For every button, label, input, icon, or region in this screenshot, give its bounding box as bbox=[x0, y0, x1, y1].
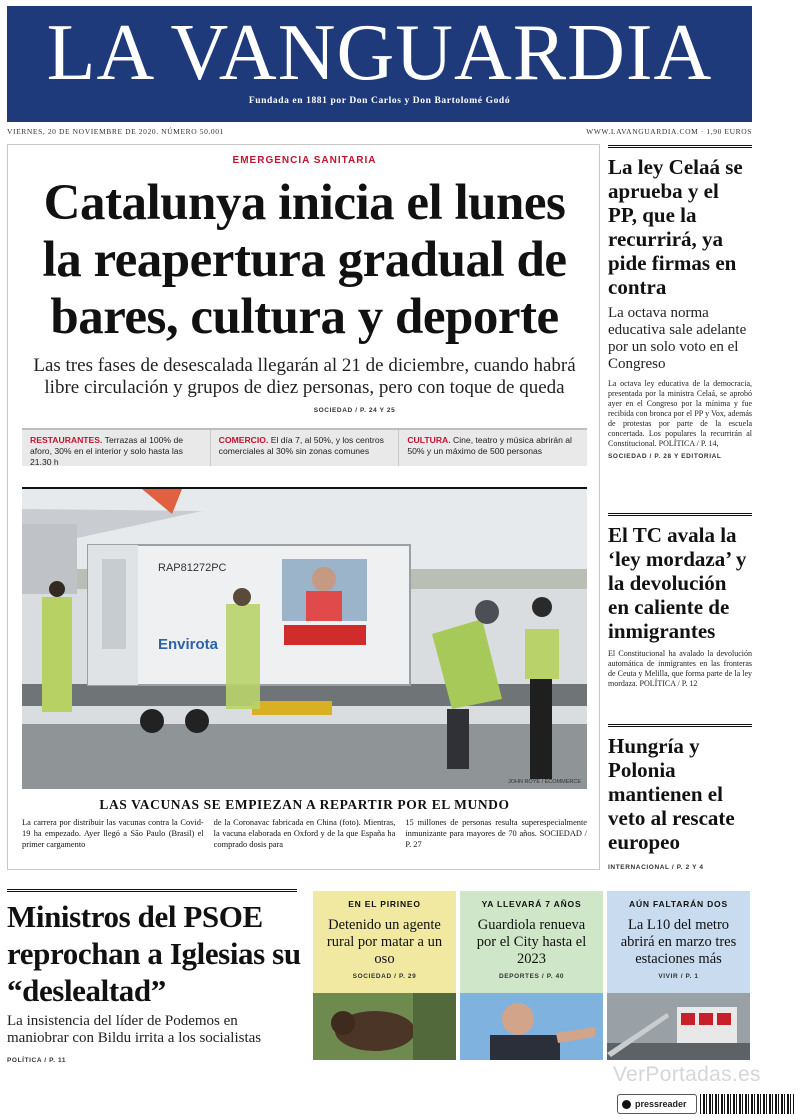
teaser-photo-metro bbox=[607, 993, 750, 1060]
photo-headline[interactable]: LAS VACUNAS SE EMPIEZAN A REPARTIR POR EL MUNDO bbox=[99, 797, 510, 812]
teaser-oso[interactable] bbox=[313, 891, 456, 1060]
teaser-headline[interactable]: Detenido un agente rural por matar a un oso bbox=[326, 917, 443, 967]
rail-rule bbox=[608, 145, 752, 148]
rail-body: El Constitucional ha avalado la devolución automática de inmigrantes en las fronteras de Ceuta y Melilla, que forma parte de la ley mordaza. POLÍTICA / P. 12 bbox=[608, 649, 752, 688]
teaser-text bbox=[460, 891, 603, 993]
rail-sub: La octava norma educativa sale adelante por un solo voto en el Congreso bbox=[608, 305, 747, 372]
fact-text: Terrazas al 100% de aforo, 30% en el interior y solo hasta las 21.30 h bbox=[30, 435, 183, 467]
lead-story bbox=[7, 144, 600, 870]
rail-story-celaa[interactable] bbox=[608, 155, 752, 460]
masthead bbox=[7, 6, 752, 122]
caption-col-1: La carrera por distribuir las vacunas contra la Covid-19 ha empezado. Ayer llegó a São Paulo (Brasil) el primer cargamento bbox=[22, 818, 204, 849]
container-code: RAP81272PC bbox=[158, 562, 227, 574]
photo-caption bbox=[22, 817, 587, 850]
pressreader-label: pressreader bbox=[635, 1099, 687, 1109]
masthead-founded: Fundada en 1881 por Don Carlos y Don Bartolomé Godó bbox=[248, 96, 511, 106]
caption-col-3: 15 millones de personas resulta superespecialmente inmunizante para mayores de 70 años. SOCIEDAD / P. 27 bbox=[405, 818, 588, 849]
teaser-kicker: EN EL PIRINEO bbox=[348, 899, 421, 909]
fact-label: RESTAURANTES. bbox=[30, 435, 103, 445]
teaser-ref: DEPORTES / P. 40 bbox=[498, 973, 565, 980]
second-rule bbox=[7, 889, 297, 892]
fact-restaurantes bbox=[22, 430, 210, 466]
rail-ref: INTERNACIONAL / P. 2 Y 4 bbox=[608, 864, 704, 871]
lead-facts bbox=[22, 428, 587, 466]
teaser-text bbox=[607, 891, 750, 993]
teaser-photo-bear bbox=[313, 993, 456, 1060]
teaser-ref: VIVIR / P. 1 bbox=[658, 973, 699, 980]
teaser-metro[interactable] bbox=[607, 891, 750, 1060]
teaser-headline[interactable]: Guardiola renueva por el City hasta el 2023 bbox=[476, 917, 587, 967]
lead-ref: SOCIEDAD / P. 24 Y 25 bbox=[313, 407, 396, 414]
rail-rule bbox=[608, 513, 752, 516]
fact-text: Cine, teatro y música abrirán al 50% y un máximo de 500 personas bbox=[407, 435, 572, 456]
rail-ref: SOCIEDAD / P. 28 Y EDITORIAL bbox=[608, 453, 722, 460]
rail-headline[interactable]: El TC avala la ‘ley mordaza’ y la devolución en caliente de inmigrantes bbox=[608, 523, 747, 643]
teaser-photo-guardiola bbox=[460, 993, 603, 1060]
lead-kicker: EMERGENCIA SANITARIA bbox=[232, 155, 377, 166]
teaser-text bbox=[313, 891, 456, 993]
dateline-site: WWW.LAVANGUARDIA.COM · 1,90 EUROS bbox=[586, 127, 752, 136]
second-ref: POLÍTICA / P. 11 bbox=[7, 1057, 67, 1064]
teaser-kicker: YA LLEVARÁ 7 AÑOS bbox=[481, 899, 582, 909]
watermark: VerPortadas.es bbox=[613, 1063, 761, 1086]
pressreader-badge[interactable] bbox=[617, 1094, 697, 1114]
rail-story-hungria[interactable] bbox=[608, 734, 752, 871]
rail-headline[interactable]: La ley Celaá se aprueba y el PP, que la recurrirá, ya pide firmas en contra bbox=[608, 155, 743, 299]
fact-label: COMERCIO. bbox=[218, 435, 269, 445]
lead-deck: Las tres fases de desescalada llegarán al 21 de diciembre, cuando habrá libre circulación y grupos de diez personas, pero con toque de queda bbox=[33, 355, 576, 398]
container-brand: Envirota bbox=[158, 636, 219, 653]
lead-headline[interactable]: Catalunya inicia el lunes la reapertura gradual de bares, cultura y deporte bbox=[42, 175, 567, 345]
dateline-date: VIERNES, 20 DE NOVIEMBRE DE 2020. NÚMERO 50.001 bbox=[7, 127, 224, 136]
barcode bbox=[700, 1094, 794, 1114]
masthead-title: LA VANGUARDIA bbox=[46, 9, 713, 97]
vaccine-photo-illustration bbox=[22, 489, 587, 789]
fact-comercio bbox=[210, 430, 399, 466]
teaser-guardiola[interactable] bbox=[460, 891, 603, 1060]
fact-text: El día 7, al 50%, y los centros comerciales al 30% sin zonas comunes bbox=[218, 435, 384, 456]
rail-story-tc[interactable] bbox=[608, 523, 752, 689]
pressreader-icon bbox=[622, 1100, 631, 1109]
second-story[interactable] bbox=[7, 898, 302, 1066]
second-headline[interactable]: Ministros del PSOE reprochan a Iglesias su “deslealtad” bbox=[7, 899, 301, 1008]
caption-col-2: de la Coronavac fabricada en China (foto). Mientras, la vacuna elaborada en Oxford y de la que España ha comprado dosis para bbox=[213, 818, 396, 849]
vaccine-photo[interactable] bbox=[22, 487, 587, 789]
fact-label: CULTURA. bbox=[407, 435, 451, 445]
teaser-headline[interactable]: La L10 del metro abrirá en marzo tres estaciones más bbox=[620, 917, 737, 967]
rail-headline[interactable]: Hungría y Polonia mantienen el veto al rescate europeo bbox=[608, 734, 735, 854]
fact-cultura bbox=[398, 430, 587, 466]
teaser-ref: SOCIEDAD / P. 29 bbox=[352, 973, 417, 980]
teaser-kicker: AÚN FALTARÁN DOS bbox=[629, 899, 728, 909]
rail-rule bbox=[608, 724, 752, 727]
photo-credit: JOHN ROYE / ECOMMERCE bbox=[507, 779, 581, 785]
second-sub: La insistencia del líder de Podemos en maniobrar con Bildu irrita a los socialistas bbox=[7, 1013, 262, 1046]
rail-body: La octava ley educativa de la democracia, presentada por la ministra Celaá, se aprobó ayer en el Congreso por la mínima y fue recibida con bronca por el PP y Vox, además de protestas por parte de la escuela concertada. Los populares la recurrirán al Constitucional. POLÍTICA / P. 14, bbox=[608, 379, 752, 448]
